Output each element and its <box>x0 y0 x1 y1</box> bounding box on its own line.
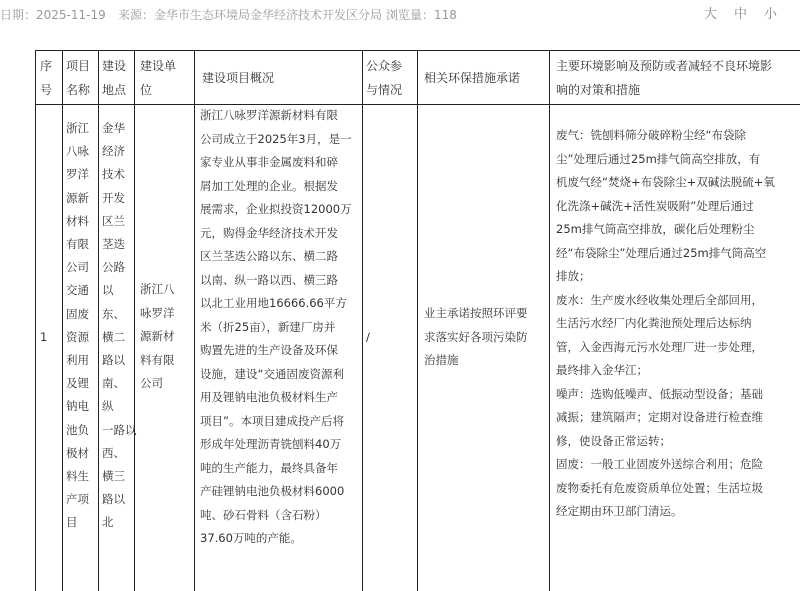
project-name-line: 交通 <box>66 283 89 298</box>
measures-line: 25m排气筒高空排放，碳化后处理粉尘 <box>556 222 755 236</box>
project-name-line: 八咏 <box>66 144 89 159</box>
overview-line: 用及锂钠电池负极材料生产 <box>200 390 338 404</box>
location-line: 金华 <box>102 121 125 135</box>
row-name <box>66 117 89 535</box>
overview-line: 区兰茎迭公路以东、横二路 <box>200 249 338 263</box>
overview-line: 形成年处理沥青铣刨料40万 <box>200 437 342 451</box>
measures-line: 经定期由环卫部门清运。 <box>556 504 683 518</box>
measures-line: 最终排入金华江； <box>556 363 648 377</box>
location-line: 西、 <box>102 445 125 460</box>
project-name-line: 罗洋 <box>66 167 89 182</box>
location-line: 开发 <box>102 190 125 205</box>
measures-line: 化洗涤+碱洗+活性炭吸附”处理后通过 <box>556 198 754 213</box>
location-line: 公路 <box>102 260 125 275</box>
location-line: 东、 <box>102 306 125 321</box>
measures-line: 废气：铣刨料筛分破碎粉尘经“布袋除 <box>556 128 746 142</box>
overview-line: 项目”。本项目建成投产后将 <box>200 413 344 428</box>
location-line: 路以 <box>102 492 125 507</box>
overview-line: 元，购得金华经济技术开发 <box>200 225 338 240</box>
row-no: 1 <box>40 330 48 344</box>
project-name-line: 池负 <box>66 422 89 437</box>
row-participation: / <box>366 330 370 344</box>
measures-line: 减振；建筑隔声；定期对设备进行检查维 <box>556 410 763 424</box>
location-line: 一路以 <box>102 422 137 437</box>
overview-line: 屑加工处理的企业。根据发 <box>200 178 338 193</box>
project-name-line: 浙江 <box>66 121 89 135</box>
unit-line: 料有限 <box>140 352 175 367</box>
location-line: 茎迭 <box>102 237 125 252</box>
overview-line: 公司成立于2025年3月，是一 <box>200 131 352 146</box>
project-name-line: 产项 <box>66 492 89 507</box>
header-divider <box>35 104 800 105</box>
publish-date: 日期：2025-11-19 <box>0 8 106 22</box>
overview-line: 设施，建设“交通固废资源利 <box>200 366 344 381</box>
source: 来源：金华市生态环境局金华经济技术开发区分局 <box>118 8 383 22</box>
header-participation: 公众参 与情况 <box>366 59 403 97</box>
measures-line: 噪声：选购低噪声、低振动型设备；基础 <box>556 386 763 401</box>
header-name: 项目 名称 <box>66 59 91 97</box>
row-location <box>102 117 137 535</box>
measures-line: 生活污水经厂内化粪池预处理后达标纳 <box>556 316 752 330</box>
measures-line: 排放； <box>556 269 591 283</box>
project-name-line: 公司 <box>66 260 89 275</box>
location-line: 南、 <box>102 376 125 391</box>
project-name-line: 极材 <box>66 445 89 460</box>
commitment-line: 治措施 <box>424 353 459 367</box>
unit-line: 浙江八 <box>140 282 175 296</box>
measures-line: 管，入金西海元污水处理厂进一步处理， <box>556 339 763 354</box>
overview-line: 37.60万吨的产能。 <box>200 531 302 545</box>
measures-line: 经“布袋除尘”处理后通过25m排气筒高空 <box>556 245 767 260</box>
overview-line: 以南、纵一路以西、横三路 <box>200 272 338 287</box>
overview-line: 展需求，企业拟投资12000万 <box>200 202 352 216</box>
location-line: 路以 <box>102 353 125 368</box>
measures-line: 废水：生产废水经收集处理后全部回用， <box>556 292 763 307</box>
project-name-line: 源新 <box>66 190 89 205</box>
row-commitment <box>424 302 528 373</box>
header-no: 序 号 <box>40 59 53 97</box>
overview-line: 以北工业用地16666.66平方 <box>200 296 347 310</box>
overview-line: 米（折25亩），新建厂房并 <box>200 319 336 334</box>
location-line: 横二 <box>102 329 125 344</box>
overview-line: 吨的生产能力，最终具备年 <box>200 460 338 475</box>
unit-line: 源新材 <box>140 329 175 343</box>
font-size-small-button[interactable]: 小 <box>764 7 778 22</box>
commitment-line: 求落实好各项污染防 <box>424 329 528 344</box>
header-unit: 建设单 位 <box>140 59 177 97</box>
project-name-line: 利用 <box>66 353 89 368</box>
location-line: 纵 <box>102 399 114 414</box>
view-count: 浏览量：118 <box>386 8 457 22</box>
header-measures: 主要环境影响及预防或者减轻不良环境影 响的对策和措施 <box>556 59 773 97</box>
article-meta <box>0 0 800 30</box>
commitment-line: 业主承诺按照环评要 <box>424 306 528 320</box>
location-line: 技术 <box>102 167 125 182</box>
project-name-line: 及锂 <box>66 376 89 391</box>
measures-line: 废物委托有危废资质单位处置；生活垃圾 <box>556 480 763 495</box>
project-name-line: 资源 <box>66 329 89 344</box>
header-overview: 建设项目概况 <box>202 71 275 85</box>
project-name-line: 固废 <box>66 306 89 321</box>
col-participation <box>363 51 418 591</box>
header-location: 建设 地点 <box>102 59 127 97</box>
row-unit <box>140 278 175 396</box>
measures-line: 机废气经“焚烧+布袋除尘+双碱法脱硫+氧 <box>556 175 775 189</box>
project-name-line: 目 <box>66 515 78 530</box>
location-line: 以 <box>102 283 114 298</box>
project-name-line: 钠电 <box>66 399 89 414</box>
project-name-line: 料生 <box>66 469 89 484</box>
header-commitment: 相关环保措施承诺 <box>424 71 521 85</box>
col-no <box>36 51 63 591</box>
overview-line: 家专业从事非金属废料和碎 <box>200 155 338 169</box>
measures-line: 修，使设备正常运转； <box>556 433 671 448</box>
font-size-medium-button[interactable]: 中 <box>734 7 748 22</box>
measures-line: 尘”处理后通过25m排气筒高空排放，有 <box>556 151 761 166</box>
overview-line: 浙江八咏罗洋源新材料有限 <box>200 108 338 122</box>
project-name-line: 材料 <box>66 213 89 228</box>
location-line: 横三 <box>102 469 125 484</box>
unit-line: 咏罗洋 <box>140 305 175 320</box>
location-line: 区兰 <box>102 213 125 228</box>
location-line: 经济 <box>102 144 125 159</box>
font-size-large-button[interactable]: 大 <box>704 7 718 22</box>
overview-line: 产硅锂钠电池负极材料6000 <box>200 484 345 498</box>
project-name-line: 有限 <box>66 237 89 252</box>
location-line: 北 <box>102 515 114 530</box>
unit-line: 公司 <box>140 376 163 390</box>
row-measures <box>556 124 800 524</box>
row-overview <box>200 104 352 551</box>
measures-line: 固废：一般工业固废外送综合利用；危险 <box>556 457 763 471</box>
overview-line: 购置先进的生产设备及环保 <box>200 343 338 357</box>
overview-line: 吨、砂石骨料（含石粉） <box>200 507 327 522</box>
